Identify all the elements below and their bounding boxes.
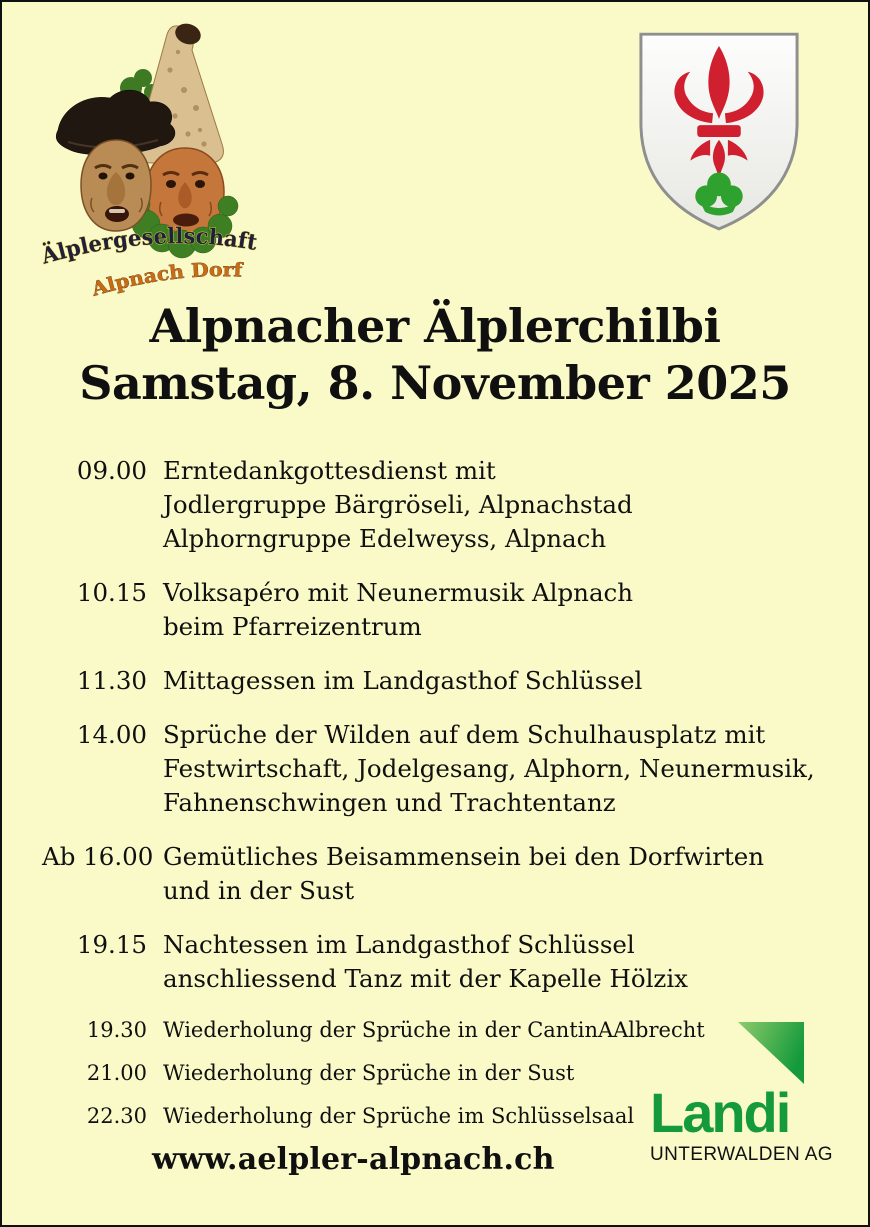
schedule-row bbox=[42, 840, 790, 908]
schedule-description bbox=[163, 454, 633, 556]
schedule-line: anschliessend Tanz mit der Kapelle Hölzix bbox=[163, 964, 688, 993]
schedule-time: 21.00 bbox=[86, 1061, 147, 1085]
schedule-time: 22.30 bbox=[86, 1104, 147, 1128]
club-name-arc: Älplergesellschaft bbox=[38, 223, 260, 270]
schedule-time: 10.15 bbox=[76, 578, 147, 607]
schedule-time: 14.00 bbox=[76, 720, 147, 749]
coat-of-arms bbox=[635, 28, 803, 254]
schedule-time: 19.30 bbox=[86, 1018, 147, 1042]
schedule-description bbox=[163, 718, 815, 820]
schedule-line: Erntedankgottesdienst mit bbox=[163, 456, 496, 485]
schedule-line: Alphorngruppe Edelweyss, Alpnach bbox=[163, 524, 607, 553]
club-logo bbox=[28, 12, 274, 306]
schedule-line: Festwirtschaft, Jodelgesang, Alphorn, Neunermusik, bbox=[163, 754, 815, 783]
schedule-line: und in der Sust bbox=[163, 876, 355, 905]
schedule-line: beim Pfarreizentrum bbox=[163, 612, 422, 641]
schedule-line: Fahnenschwingen und Trachtentanz bbox=[163, 788, 616, 817]
landi-triangle-icon bbox=[738, 1022, 804, 1084]
website-link[interactable]: www.aelpler-alpnach.ch bbox=[152, 1142, 555, 1177]
club-location-arc: Alpnach Dorf bbox=[89, 259, 243, 301]
schedule-description bbox=[163, 664, 642, 698]
schedule-description bbox=[163, 1016, 705, 1044]
landi-logo bbox=[650, 1022, 850, 1166]
landi-subtitle: UNTERWALDEN AG bbox=[650, 1144, 833, 1165]
poster-title bbox=[2, 298, 868, 412]
schedule-description bbox=[163, 840, 764, 908]
schedule-description bbox=[163, 1102, 634, 1130]
title-line-2: Samstag, 8. November 2025 bbox=[79, 356, 791, 410]
schedule-row bbox=[42, 718, 815, 820]
schedule-time: 19.15 bbox=[76, 930, 147, 959]
schedule-line: Wiederholung der Sprüche in der Sust bbox=[163, 1061, 575, 1085]
schedule-description bbox=[163, 1059, 574, 1087]
schedule-line: Sprüche der Wilden auf dem Schulhausplatz mit bbox=[163, 720, 766, 749]
schedule-row bbox=[42, 928, 790, 996]
coat-of-arms-illustration bbox=[635, 28, 803, 238]
title-line-1: Alpnacher Älplerchilbi bbox=[149, 299, 721, 353]
schedule-line: Volksapéro mit Neunermusik Alpnach bbox=[163, 578, 634, 607]
landi-brand: Landi bbox=[650, 1081, 790, 1144]
schedule-line: Wiederholung der Sprüche im Schlüsselsaal bbox=[163, 1104, 635, 1128]
carnival-masks-illustration bbox=[28, 12, 274, 306]
schedule-time: 09.00 bbox=[76, 456, 147, 485]
schedule-line: Nachtessen im Landgasthof Schlüssel bbox=[163, 930, 635, 959]
schedule-time: Ab 16.00 bbox=[42, 842, 154, 871]
schedule-description bbox=[163, 576, 633, 644]
schedule-description bbox=[163, 928, 688, 996]
schedule-line: Wiederholung der Sprüche in der CantinAAlbrecht bbox=[163, 1018, 705, 1042]
schedule-row bbox=[42, 454, 790, 556]
schedule-row bbox=[42, 576, 790, 644]
schedule-line: Gemütliches Beisammensein bei den Dorfwirten bbox=[163, 842, 765, 871]
schedule-row bbox=[42, 664, 790, 698]
schedule-line: Mittagessen im Landgasthof Schlüssel bbox=[163, 666, 643, 695]
schedule-time: 11.30 bbox=[76, 666, 147, 695]
schedule-line: Jodlergruppe Bärgröseli, Alpnachstad bbox=[163, 490, 633, 519]
